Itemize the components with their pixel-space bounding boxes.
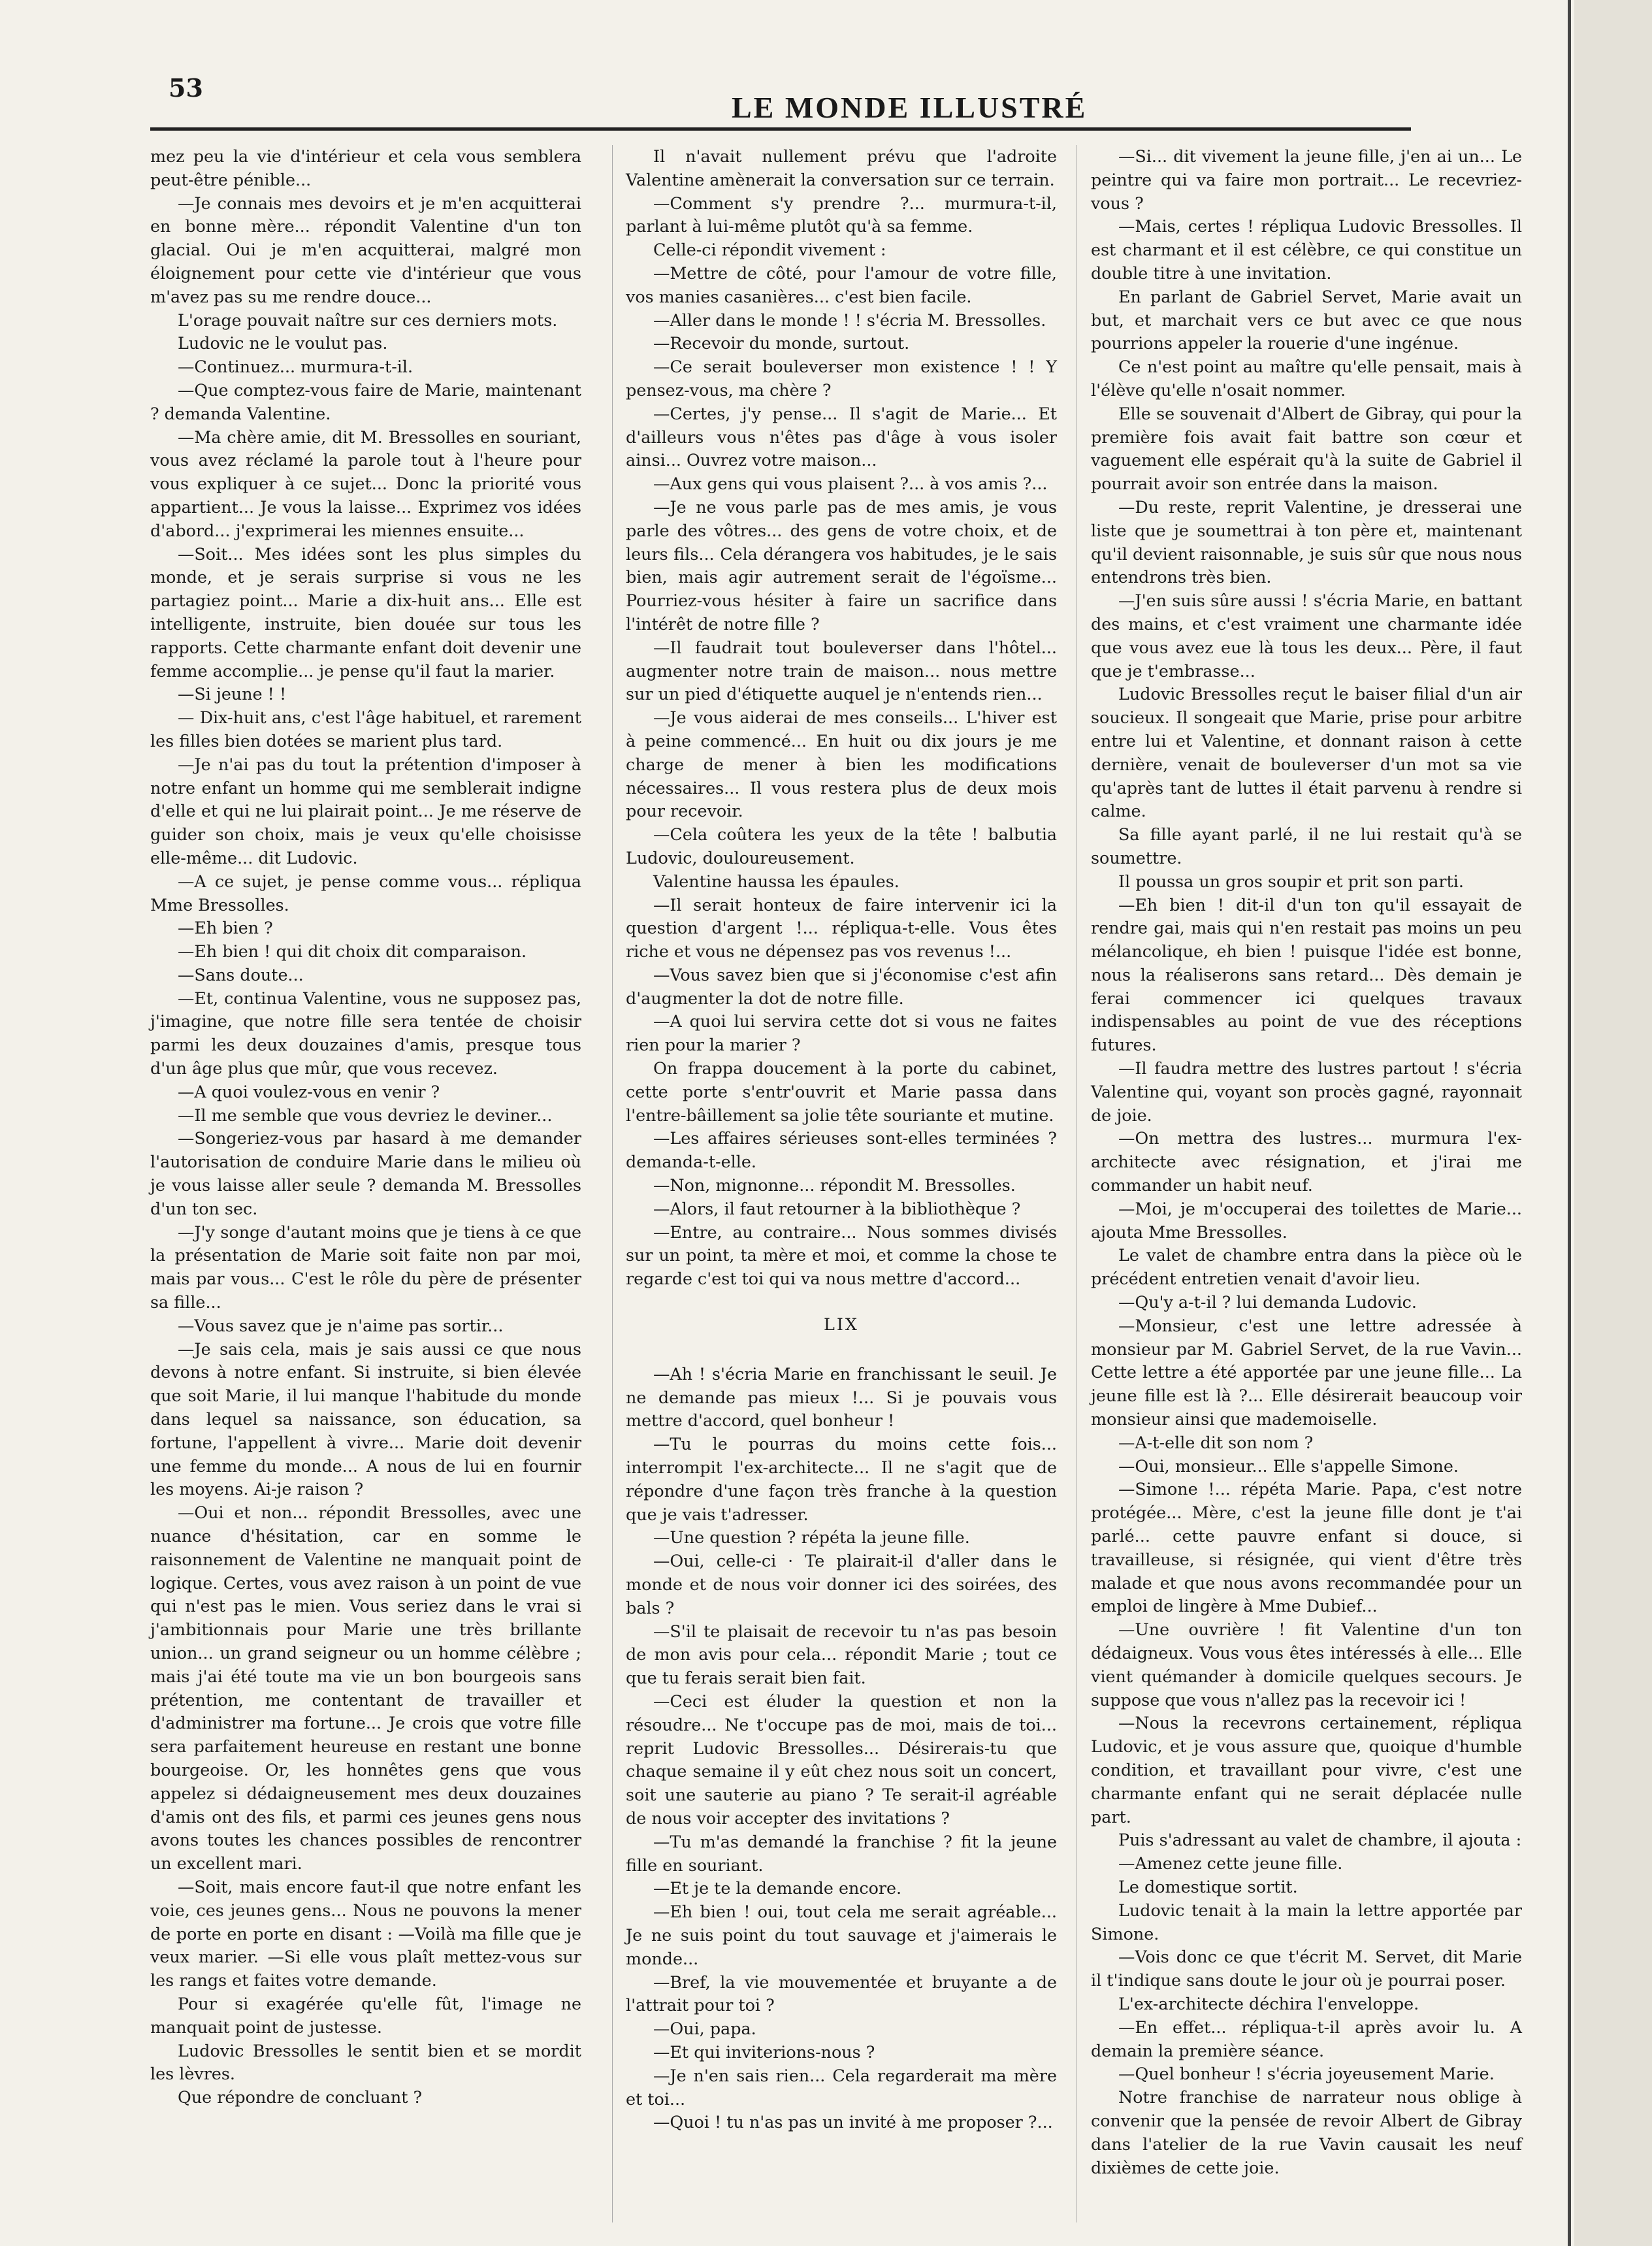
paragraph: —J'y songe d'autant moins que je tiens à ce que la présentation de Marie soit faite non par moi, mais par vous... C'est le rôle du père de présenter sa fille... — [150, 1222, 581, 1312]
paragraph: —Recevoir du monde, surtout. — [653, 333, 910, 353]
paragraph: —Tu m'as demandé la franchise ? fit la jeune fille en souriant. — [626, 1831, 1057, 1875]
paragraph: —Eh bien ! dit-il d'un ton qu'il essayait de rendre gai, mais qui n'en restait pas moins un peu mélancolique, eh bien ! puisque l'idée est bonne, nous la réaliserons sans retard... Dès demain je ferai commencer ici quelques travaux indispensables au point de vue des réceptions futures. — [1091, 894, 1522, 1055]
paragraph: —Entre, au contraire... Nous sommes divisés sur un point, ta mère et moi, et comme la chose te regarde c'est toi qui va nous mettre d'accord... — [626, 1222, 1057, 1289]
text-column-2 — [626, 145, 1057, 2134]
paragraph: —Simone !... répéta Marie. Papa, c'est notre protégée... Mère, c'est la jeune fille dont je t'ai parlé... cette pauvre enfant si douce, si travailleuse, si résignée, qui vient d'être très malade et que nous avons recommandée pour un emploi de lingère à Mme Dubief... — [1091, 1479, 1522, 1616]
paragraph: Que répondre de concluant ? — [178, 2087, 423, 2108]
paragraph: —A quoi voulez-vous en venir ? — [178, 1081, 440, 1101]
paragraph: —Je n'en sais rien... Cela regarderait ma mère et toi... — [626, 2065, 1057, 2109]
paragraph: —Amenez cette jeune fille. — [1118, 1853, 1343, 1874]
paragraph: —Oui, celle-ci · Te plairait-il d'aller dans le monde et de nous voir donner ici des soirées, des bals ? — [626, 1551, 1057, 1618]
paragraph: En parlant de Gabriel Servet, Marie avait un but, et marchait vers ce but avec ce que nous pourrions appeler la rouerie d'une ingénue. — [1091, 286, 1522, 353]
page-number: 53 — [169, 73, 203, 103]
paragraph: —Non, mignonne... répondit M. Bressolles. — [653, 1175, 1016, 1196]
paragraph: Celle-ci répondit vivement : — [653, 240, 886, 260]
header-rule — [150, 127, 1411, 131]
paragraph: —A ce sujet, je pense comme vous... répliqua Mme Bressolles. — [150, 871, 581, 915]
paragraph: Ludovic ne le voulut pas. — [178, 333, 388, 353]
paragraph: —Mais, certes ! répliqua Ludovic Bressolles. Il est charmant et il est célèbre, ce qui constitue un double titre à une invitation. — [1091, 216, 1522, 283]
paragraph: —Vous savez que je n'aime pas sortir... — [178, 1315, 504, 1335]
paragraph: L'ex-architecte déchira l'enveloppe. — [1118, 1993, 1419, 2013]
paragraph: —Songeriez-vous par hasard à me demander l'autorisation de conduire Marie dans le milieu où je vous laisse aller seule ? demanda M. Bressolles d'un ton sec. — [150, 1128, 581, 1218]
paragraph: —Il me semble que vous devriez le deviner... — [178, 1105, 553, 1125]
paragraph: —Et, continua Valentine, vous ne supposez pas, j'imagine, que notre fille sera tentée de choisir parmi les deux douzaines d'amis, presque tous d'un âge plus que mûr, que vous recevez. — [150, 988, 581, 1079]
paragraph: —Ma chère amie, dit M. Bressolles en souriant, vous avez réclamé la parole tout à l'heure pour vous expliquer à ce sujet... Donc la priorité vous appartient... Je vous la laisse... Exprimez vos idées d'abord... j'exprimerai les miennes ensuite... — [150, 427, 581, 540]
paragraph: Ce n'est point au maître qu'elle pensait, mais à l'élève qu'elle n'osait nommer. — [1091, 357, 1522, 400]
paragraph: —Qu'y a-t-il ? lui demanda Ludovic. — [1118, 1292, 1417, 1312]
paragraph: —On mettra des lustres... murmura l'ex-architecte avec résignation, et j'irai me commander un habit neuf. — [1091, 1128, 1522, 1196]
paragraph: mez peu la vie d'intérieur et cela vous semblera peut-être pénible... — [150, 146, 581, 189]
paragraph: Sa fille ayant parlé, il ne lui restait qu'à se soumettre. — [1091, 824, 1522, 868]
paragraph: —Eh bien ! qui dit choix dit comparaison. — [178, 941, 527, 962]
paragraph: —Je vous aiderai de mes conseils... L'hiver est à peine commencé... En huit ou dix jours je me charge de mener à bien les modifications nécessaires... Il vous restera plus de deux mois pour recevoir. — [626, 708, 1057, 821]
paragraph: —Oui, papa. — [653, 2019, 756, 2039]
page-gutter-line — [1568, 0, 1571, 2246]
paragraph: Notre franchise de narrateur nous oblige à convenir que la pensée de revoir Albert de Gibray dans l'atelier de la rue Vavin causait les neuf dixièmes de cette joie. — [1091, 2087, 1522, 2177]
paragraph: —Quoi ! tu n'as pas un invité à me proposer ?... — [653, 2112, 1053, 2132]
paragraph: —Que comptez-vous faire de Marie, maintenant ? demanda Valentine. — [150, 380, 581, 423]
paragraph: — Dix-huit ans, c'est l'âge habituel, et rarement les filles bien dotées se marient plus tard. — [150, 708, 581, 751]
paragraph: —Moi, je m'occuperai des toilettes de Marie... ajouta Mme Bressolles. — [1091, 1198, 1522, 1242]
paragraph: —Oui et non... répondit Bressolles, avec une nuance d'hésitation, car en somme le raisonnement de Valentine ne manquait point de logique. Certes, vous avez raison à un point de vue qui n'est pas le mien. Vous seriez dans le vrai si j'ambitionnais pour Marie une très brillante union... un grand seigneur ou un homme célèbre ; mais j'ai été toute ma vie un bon bourgeois sans prétention, me contentant de travailler et d'administrer ma fortune... Je crois que votre fille sera parfaitement heureuse en restant une bonne bourgeoise. Or, les honnêtes gens que vous appelez si dédaigneusement mes deux douzaines d'amis ont des fils, et parmi ces jeunes gens nous avons toutes les chances possibles de rencontrer un excellent mari. — [150, 1503, 581, 1874]
paragraph: —Tu le pourras du moins cette fois... interrompit l'ex-architecte... Il ne s'agit que de répondre d'une façon très franche à la question que je vais t'adresser. — [626, 1434, 1057, 1524]
column-divider — [612, 145, 613, 2222]
paragraph: —Certes, j'y pense... Il s'agit de Marie... Et d'ailleurs vous n'êtes pas d'âge à vous isoler ainsi... Ouvrez votre maison... — [626, 403, 1057, 470]
paragraph: Ludovic Bressolles reçut le baiser filial d'un air soucieux. Il songeait que Marie, prise pour arbitre entre lui et Valentine, et donnant raison à cette dernière, venait de bouleverser d'un mot sa vie qu'après tant de luttes il était parvenu à rendre si calme. — [1091, 684, 1522, 821]
paragraph: Valentine haussa les épaules. — [653, 871, 899, 891]
paragraph: —En effet... répliqua-t-il après avoir lu. A demain la première séance. — [1091, 2017, 1522, 2060]
paragraph: —Une question ? répéta la jeune fille. — [653, 1527, 970, 1548]
paragraph: —Si jeune ! ! — [178, 684, 287, 704]
paragraph: —Je sais cela, mais je sais aussi ce que nous devons à notre enfant. Si instruite, si bien élevée que soit Marie, il lui manque l'habitude du monde dans lequel sa naissance, son éducation, sa fortune, l'appellent à vivre... Marie doit devenir une femme du monde... A nous de lui en fournir les moyens. Ai-je raison ? — [150, 1339, 581, 1499]
paragraph: —Oui, monsieur... Elle s'appelle Simone. — [1118, 1456, 1459, 1476]
paragraph: —Une ouvrière ! fit Valentine d'un ton dédaigneux. Vous vous êtes intéressés à elle... Elle vient quémander à domicile quelques secours. Je suppose que vous n'allez pas la recevoir ici ! — [1091, 1619, 1522, 1710]
paragraph: —Si... dit vivement la jeune fille, j'en ai un... Le peintre qui va faire mon portrait... Le recevriez-vous ? — [1091, 146, 1522, 213]
paragraph: —Soit, mais encore faut-il que notre enfant les voie, ces jeunes gens... Nous ne pouvons la mener de porte en porte en disant : —Voilà ma fille que je veux marier. —Si elle vous plaît mettez-vous sur les rangs et faites votre demande. — [150, 1876, 581, 1991]
text-column-3 — [1091, 145, 1522, 2179]
paragraph: Ludovic Bressolles le sentit bien et se mordit les lèvres. — [150, 2040, 581, 2084]
paragraph: Il poussa un gros soupir et prit son parti. — [1118, 871, 1464, 891]
paragraph: —Nous la recevrons certainement, répliqua Ludovic, et je vous assure que, quoique d'humble condition, et travaillant pour vivre, c'est une charmante enfant qui ne serait déplacée nulle part. — [1091, 1713, 1522, 1827]
paragraph: On frappa doucement à la porte du cabinet, cette porte s'entr'ouvrit et Marie passa dans l'entre-bâillement sa jolie tête souriante et mutine. — [626, 1058, 1057, 1125]
chapter-heading: LIX — [824, 1314, 859, 1335]
paragraph: —Quel bonheur ! s'écria joyeusement Marie. — [1118, 2064, 1495, 2084]
paragraph: —Mettre de côté, pour l'amour de votre fille, vos manies casanières... c'est bien facile. — [626, 263, 1057, 306]
paragraph: Il n'avait nullement prévu que l'adroite Valentine amènerait la conversation sur ce terrain. — [626, 146, 1057, 189]
paragraph: —Comment s'y prendre ?... murmura-t-il, parlant à lui-même plutôt qu'à sa femme. — [626, 193, 1057, 236]
paragraph: —Du reste, reprit Valentine, je dresserai une liste que je soumettrai à ton père et, maintenant qu'il devient raisonnable, je suis sûr que nous nous entendrons très bien. — [1091, 496, 1522, 587]
paragraph: —J'en suis sûre aussi ! s'écria Marie, en battant des mains, et c'est vraiment une charmante idée que vous avez eue là tous les deux... Père, il faut que je t'embrasse... — [1091, 591, 1522, 681]
paragraph: Elle se souvenait d'Albert de Gibray, qui pour la première fois avait fait battre son cœur et vaguement elle espérait qu'à la suite de Gabriel il pourrait avoir son entrée dans la maison. — [1091, 403, 1522, 494]
paragraph: —Il faudrait tout bouleverser dans l'hôtel... augmenter notre train de maison... nous mettre sur un pied d'étiquette auquel je n'entends rien... — [626, 637, 1057, 704]
paragraph: —Eh bien ! oui, tout cela me serait agréable... Je ne suis point du tout sauvage et j'aimerais le monde... — [626, 1902, 1057, 1968]
paragraph: —S'il te plaisait de recevoir tu n'as pas besoin de mon avis pour cela... répondit Marie ; tout ce que tu ferais serait bien fait. — [626, 1621, 1057, 1688]
paragraph: —Ceci est éluder la question et non la résoudre... Ne t'occupe pas de moi, mais de toi... reprit Ludovic Bressolles... Désirerais-tu que chaque semaine il y eût chez nous soit un concert, soit une sauterie au piano ? Te serait-il agréable de nous voir accepter des invitations ? — [626, 1691, 1057, 1828]
paragraph: —Alors, il faut retourner à la bibliothèque ? — [653, 1198, 1021, 1218]
paragraph: —Ce serait bouleverser mon existence ! ! Y pensez-vous, ma chère ? — [626, 357, 1057, 400]
paragraph: Le valet de chambre entra dans la pièce où le précédent entretien venait d'avoir lieu. — [1091, 1245, 1522, 1289]
paragraph: —Soit... Mes idées sont les plus simples du monde, et je serais surprise si vous ne les partagiez point... Marie a dix-huit ans... Elle est intelligente, instruite, bien douée sur tous les rapports. Cette charmante enfant doit devenir une femme accomplie... je pense qu'il faut la marier. — [150, 544, 581, 681]
paragraph: —Vous savez bien que si j'économise c'est afin d'augmenter la dot de notre fille. — [626, 964, 1057, 1008]
paragraph: —Et je te la demande encore. — [653, 1878, 902, 1898]
paragraph: —Je connais mes devoirs et je m'en acquitterai en bonne mère... répondit Valentine d'un ton glacial. Oui je m'en acquitterai, malgré mon éloignement pour cette vie d'intérieur que vous m'avez pas su me rendre douce... — [150, 193, 581, 306]
paragraph: —Aux gens qui vous plaisent ?... à vos amis ?... — [653, 474, 1048, 494]
paragraph: —Cela coûtera les yeux de la tête ! balbutia Ludovic, douloureusement. — [626, 824, 1057, 868]
paragraph: —Continuez... murmura-t-il. — [178, 357, 413, 377]
paragraph: Ludovic tenait à la main la lettre apportée par Simone. — [1091, 1900, 1522, 1944]
paragraph: —Je n'ai pas du tout la prétention d'imposer à notre enfant un homme qui me semblerait indigne d'elle et qui ne lui plairait point... Je me réserve de guider son choix, mais je veux qu'elle choisisse elle-même... dit Ludovic. — [150, 754, 581, 868]
paragraph: —Monsieur, c'est une lettre adressée à monsieur par M. Gabriel Servet, de la rue Vavin... Cette lettre a été apportée par une jeune fille... La jeune fille est là ?... Elle désirerait beaucoup voir monsieur ainsi que mademoiselle. — [1091, 1315, 1522, 1429]
paragraph: Puis s'adressant au valet de chambre, il ajouta : — [1118, 1830, 1522, 1850]
paragraph: —Il serait honteux de faire intervenir ici la question d'argent !... répliqua-t-elle. Vous êtes riche et vous ne dépensez pas vos revenus !... — [626, 894, 1057, 962]
paragraph: —Les affaires sérieuses sont-elles terminées ? demanda-t-elle. — [626, 1128, 1057, 1172]
paragraph: —Il faudra mettre des lustres partout ! s'écria Valentine qui, voyant son procès gagné, rayonnait de joie. — [1091, 1058, 1522, 1125]
paragraph: —Ah ! s'écria Marie en franchissant le seuil. Je ne demande pas mieux !... Si je pouvais vous mettre d'accord, quel bonheur ! — [626, 1363, 1057, 1431]
adjacent-page-edge — [1574, 0, 1652, 2246]
paragraph: —Aller dans le monde ! ! s'écria M. Bressolles. — [653, 310, 1046, 330]
text-column-1 — [150, 145, 581, 2109]
paragraph: —Bref, la vie mouvementée et bruyante a de l'attrait pour toi ? — [626, 1972, 1057, 2015]
paragraph: —Et qui inviterions-nous ? — [653, 2042, 875, 2062]
paragraph: —Eh bien ? — [178, 918, 273, 938]
paragraph: —A-t-elle dit son nom ? — [1118, 1432, 1314, 1452]
paragraph: Pour si exagérée qu'elle fût, l'image ne manquait point de justesse. — [150, 1993, 581, 2037]
paragraph: Le domestique sortit. — [1118, 1876, 1298, 1896]
paragraph: —Vois donc ce que t'écrit M. Servet, dit Marie il t'indique sans doute le jour où je pourrai poser. — [1091, 1947, 1522, 1991]
paragraph: —Sans doute... — [178, 964, 304, 985]
paragraph: —A quoi lui servira cette dot si vous ne faites rien pour la marier ? — [626, 1011, 1057, 1055]
masthead-title: LE MONDE ILLUSTRÉ — [732, 91, 1088, 124]
paragraph: —Je ne vous parle pas de mes amis, je vous parle des vôtres... des gens de votre choix, et de leurs fils... Cela dérangera vos habitudes, je le sais bien, mais agir autrement serait de l'égoïsme... Pourriez-vous hésiter à faire un sacrifice dans l'intérêt de notre fille ? — [626, 496, 1057, 634]
paragraph: L'orage pouvait naître sur ces derniers mots. — [178, 310, 558, 330]
